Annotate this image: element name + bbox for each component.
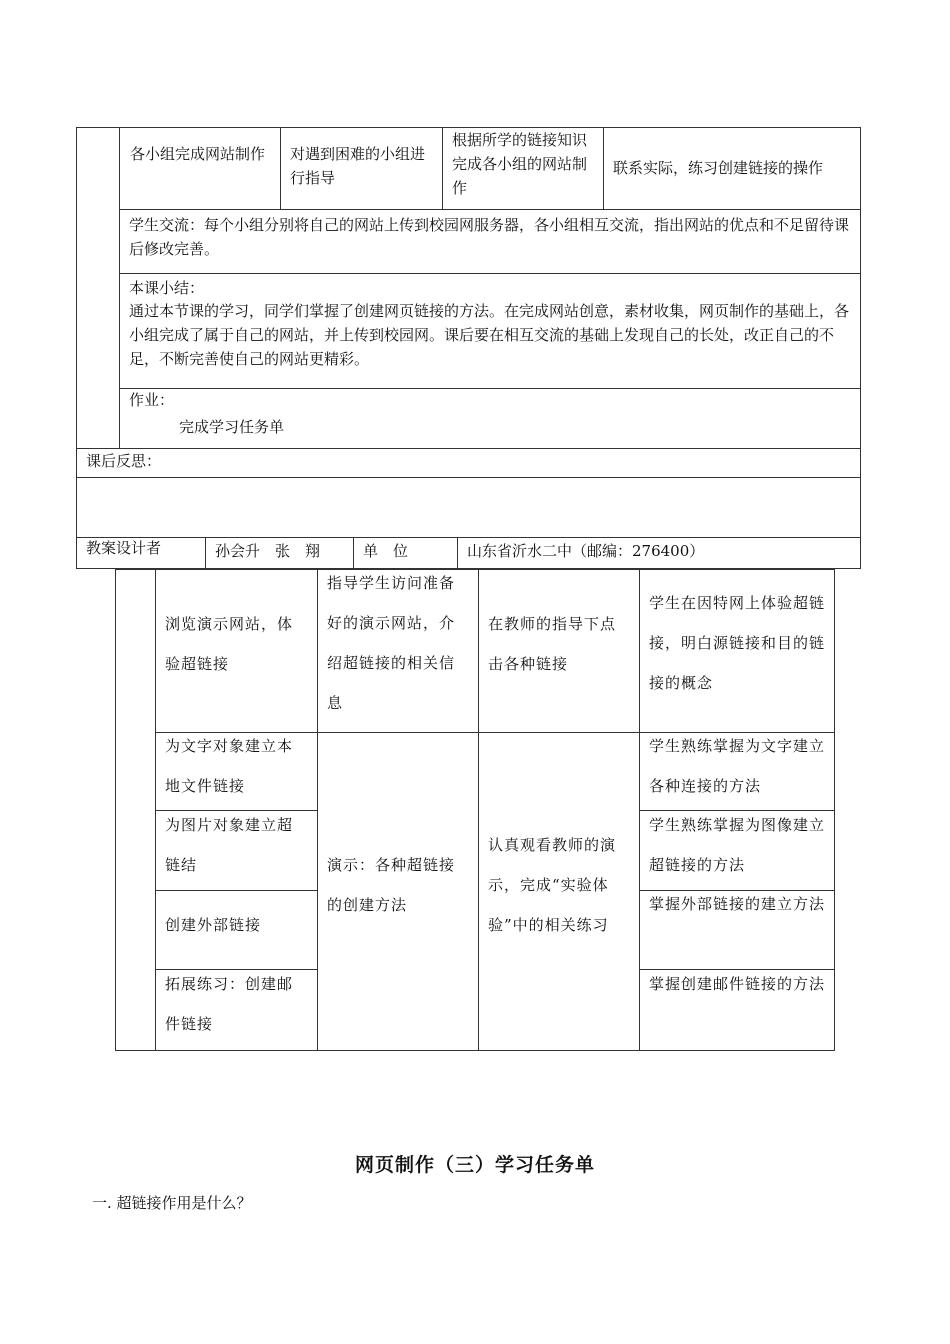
table-divider bbox=[478, 569, 479, 1051]
table-divider bbox=[76, 477, 861, 478]
activity-cell: 为文字对象建立本地文件链接 bbox=[165, 737, 294, 795]
question-1: 一. 超链接作用是什么？ bbox=[92, 1194, 252, 1212]
designer-label: 教案设计者 bbox=[86, 539, 162, 557]
table-divider bbox=[317, 569, 318, 1051]
student-activity-cell: 认真观看教师的演示，完成“实验体验”中的相关练习 bbox=[488, 836, 617, 934]
design-intent-cell: 学生在因特网上体验超链接，明白源链接和目的链接的概念 bbox=[649, 594, 826, 692]
summary-text: 通过本节课的学习，同学们掌握了创建网页链接的方法。在完成网站创意，素材收集，网页制作的基础上，各小组完成了属于自己的网站，并上传到校园网。课后要在相互交流的基础上发现自己的长处，改正自己的不足，不断完善使自己的网站更精彩。 bbox=[129, 302, 850, 368]
student-activity-cell: 在教师的指导下点击各种链接 bbox=[488, 615, 617, 673]
summary-label: 本课小结： bbox=[129, 279, 205, 297]
homework-label: 作业： bbox=[129, 391, 175, 409]
table-divider bbox=[280, 127, 281, 209]
student-activity-cell: 根据所学的链接知识完成各小组的网站制作 bbox=[452, 131, 588, 197]
teacher-activity-cell: 演示：各种超链接的创建方法 bbox=[327, 856, 456, 914]
table-divider bbox=[205, 537, 206, 569]
table-divider bbox=[119, 127, 120, 448]
activity-cell: 各小组完成网站制作 bbox=[130, 145, 266, 163]
table-divider bbox=[603, 127, 604, 209]
design-intent-cell: 学生熟练掌握为文字建立各种连接的方法 bbox=[649, 737, 826, 795]
design-intent-cell: 学生熟练掌握为图像建立超链接的方法 bbox=[649, 816, 826, 874]
table-divider bbox=[155, 890, 317, 891]
design-intent-cell: 掌握创建邮件链接的方法 bbox=[649, 975, 826, 993]
student-exchange-text: 学生交流：每个小组分别将自己的网站上传到校园网服务器，各小组相互交流，指出网站的优点和不足留待课后修改完善。 bbox=[129, 216, 850, 258]
teacher-activity-cell: 对遇到困难的小组进行指导 bbox=[290, 145, 426, 187]
activity-cell: 拓展练习：创建邮件链接 bbox=[165, 975, 294, 1033]
homework-text: 完成学习任务单 bbox=[179, 418, 285, 436]
designer-names: 孙会升 张 翔 bbox=[215, 542, 321, 560]
design-intent-cell: 联系实际，练习创建链接的操作 bbox=[613, 159, 824, 177]
activity-cell: 为图片对象建立超链结 bbox=[165, 816, 294, 874]
table-divider bbox=[119, 209, 861, 210]
page-title: 网页制作（三）学习任务单 bbox=[354, 1154, 595, 1176]
teacher-activity-cell: 指导学生访问准备好的演示网站，介绍超链接的相关信息 bbox=[327, 574, 456, 712]
unit-label: 单 位 bbox=[363, 542, 409, 560]
design-intent-cell: 掌握外部链接的建立方法 bbox=[649, 895, 826, 913]
activity-cell: 创建外部链接 bbox=[165, 916, 262, 934]
table-divider bbox=[442, 127, 443, 209]
reflection-label: 课后反思： bbox=[86, 452, 162, 470]
activity-cell: 浏览演示网站，体验超链接 bbox=[165, 615, 294, 673]
unit-value: 山东省沂水二中（邮编：276400） bbox=[467, 542, 705, 560]
